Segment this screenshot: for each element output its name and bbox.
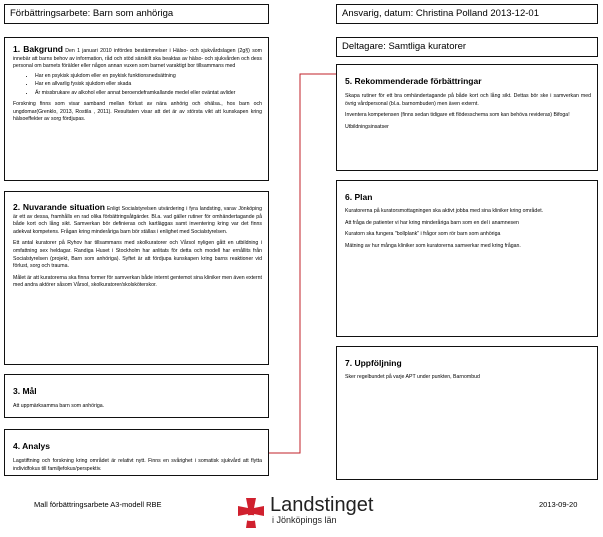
uppfoljning-text: Sker regelbundet på varje APT under punkten, Barnombud [345, 374, 480, 380]
analys-text: Lagstiftning och forskning kring området är relativt nytt. Finns en svårighet i somatisk sjukvård att flytta individfokus till familjefokus/perspektiv. [13, 458, 262, 472]
section-rekommenderade [336, 64, 598, 171]
rekommenderade-paragraph-2: Inventera kompetensen (finns sedan tidigare ett flödesschema som kan behöva revideras) Bifoga! [345, 112, 570, 119]
logo-subtitle: i Jönköpings län [272, 515, 337, 525]
logo-name: Landstinget [270, 494, 374, 516]
responsible-box [336, 4, 598, 24]
responsible-text: Ansvarig, datum: Christina Polland 2013-12-01 [342, 8, 539, 19]
nuvarande-heading: 2. Nuvarande situation [13, 202, 105, 212]
plan-heading: 6. Plan [345, 192, 373, 202]
analys-heading: 4. Analys [13, 441, 51, 451]
title-box [4, 4, 269, 24]
nuvarande-lead: Enligt Socialstyrelsen utvärdering i fyra landsting, varav Jönköping är ett av dessa, framhålls en rad olika förbättringsåtgärder. Bl.a. vad gäller rutiner för omhändertagande på både kort och lång sikt. Samverkan bör definieras och kartläggas samt inventering kring var det finns adekvat kompetens. Frågan kring minderåriga barn bör ställas i enlighet med Socialstyrelsen. [13, 206, 262, 235]
bakgrund-heading: 1. Bakgrund [13, 44, 63, 54]
landstinget-logo [234, 496, 384, 532]
nuvarande-paragraph-2: Ett antal kuratorer på Ryhov har tillsammans med skolkuratorer och Vårsol nyligen gått en utbildning i omfattning sex heldagar. Randiga Huset i Stockholm har anlitats för detta och modell har ernållits från Socialstyrelsen (projekt, Barn som anhöriga). Syftet är att fördjupa kunskapen kring barns reaktioner vid förlust, sorg och trauma. [13, 240, 262, 270]
mal-text: Att uppmärksamma barn som anhöriga. [13, 403, 105, 409]
rekommenderade-paragraph-1: Skapa rutiner för ett bra omhändertagande på både kort och lång sikt. Dettas bör ske i samverkan med övrig vårdpersonal (bl.a. barnombuden) men även externt. [345, 93, 591, 107]
list-item: • Har en allvarlig fysisk sjukdom eller skada [35, 81, 262, 88]
rekommenderade-heading: 5. Rekommenderade förbättringar [345, 76, 482, 86]
landstinget-cross-icon [234, 496, 268, 530]
section-mal [4, 374, 269, 418]
participants-text: Deltagare: Samtliga kuratorer [342, 41, 467, 52]
mal-heading: 3. Mål [13, 386, 37, 396]
plan-paragraph-4: Mätning av hur många kliniker som kuratorerna samverkar med kring frågan. [345, 242, 521, 249]
footer-date: 2013-09-20 [539, 500, 578, 509]
section-analys [4, 429, 269, 476]
list-item: • Är missbrukare av alkohol eller annat beroendeframkallande medel eller oväntat avlider [35, 90, 262, 97]
section-bakgrund [4, 37, 269, 181]
plan-paragraph-2: Att fråga de patienter vi har kring minderåriga barn som en del i anamnesen [345, 219, 519, 226]
bakgrund-bullet-list [13, 73, 262, 97]
list-item: • Har en psykisk sjukdom eller en psykisk funktionsnedsättning [35, 73, 262, 80]
bakgrund-after-text: Forskning finns som visar samband mellan förlust av nära anhörig och ohälsa., hos barn och ungdomar(Grenklo, 2013, Rostila , 2011). Resultaten visar att det är av största vikt att kunskapen kring hälsoeffekter av sorg fördjupas. [13, 101, 262, 123]
bakgrund-lead: Den 1 januari 2010 infördes bestämmelser i Hälso- och sjukvårdslagen (2g§) som innebär att barns behov av information, råd och stöd särskilt ska beaktas av hälso- och sjukvården och dess personal om barnets förälder eller någon annan vuxen som barnet varaktigt bor tillsammans med [13, 48, 262, 70]
page-title: Förbättringsarbete: Barn som anhöriga [10, 8, 174, 19]
section-nuvarande [4, 191, 269, 365]
participants-box [336, 37, 598, 57]
footer-template-name: Mall förbättringsarbete A3-modell RBE [34, 500, 162, 509]
rekommenderade-paragraph-3: Utbildningsinsatser [345, 123, 389, 130]
section-plan [336, 180, 598, 337]
nuvarande-paragraph-3: Målet är att kuratorerna ska finna former för samverkan både internt gentemot sina kliniker men även externt med andra aktörer såsom Vårsol, skolkuratorer/skolsköterskor. [13, 274, 262, 289]
plan-paragraph-1: Kuratorerna på kuratorsmottagningen ska aktivt jobba med sina kliniker kring området. [345, 208, 544, 214]
plan-paragraph-3: Kuratorn ska fungera "bollplank" i frågor som rör barn som anhöriga [345, 231, 501, 238]
uppfoljning-heading: 7. Uppföljning [345, 358, 402, 368]
section-uppfoljning [336, 346, 598, 480]
